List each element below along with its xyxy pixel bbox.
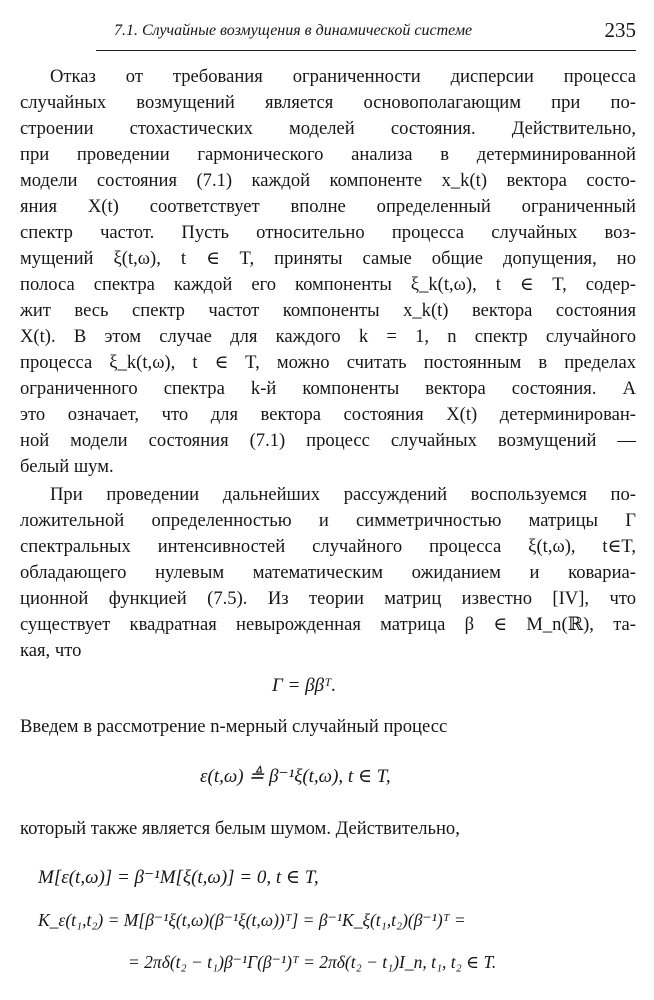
paragraph-4 <box>20 816 636 842</box>
text-line: При проведении дальнейших рассуждений воспользуемся по- <box>50 484 636 505</box>
text-line: это означает, что для вектора состояния X(t) детерминирован- <box>20 404 636 425</box>
text-line: ограниченного спектра k-й компоненты вектора состояния. А <box>20 378 636 399</box>
running-header <box>96 16 636 51</box>
text-line: существует квадратная невырожденная матрица β ∈ M_n(ℝ), та- <box>20 614 636 635</box>
text-line: ной модели состояния (7.1) процесс случайных возмущений — <box>20 430 636 451</box>
text-line: спектральных интенсивностей случайного процесса ξ(t,ω), t∈T, <box>20 536 636 557</box>
paragraph-2 <box>20 482 636 664</box>
formula-gamma: Γ = ββᵀ. <box>272 675 337 696</box>
text-line: строении стохастических моделей состояния. Действительно, <box>20 118 636 139</box>
formula-expectation: M[ε(t,ω)] = β⁻¹M[ξ(t,ω)] = 0, t ∈ T, <box>38 867 319 888</box>
text-line: который также является белым шумом. Действительно, <box>20 818 460 839</box>
text-line: кая, что <box>20 640 82 661</box>
text-line: спектр частот. Пусть относительно процесса случайных воз- <box>20 222 636 243</box>
text-line: жит весь спектр частот компоненты x_k(t) вектора состояния <box>20 300 636 321</box>
text-line: ложительной определенностью и симметричностью матрицы Γ <box>20 510 636 531</box>
text-line: модели состояния (7.1) каждой компоненте x_k(t) вектора состо- <box>20 170 636 191</box>
text-line: случайных возмущений является основополагающим при по- <box>20 92 636 113</box>
text-line: при проведении гармонического анализа в детерминированной <box>20 144 636 165</box>
page-number: 235 <box>604 18 636 42</box>
paragraph-3 <box>20 714 636 740</box>
text-line: Отказ от требования ограниченности дисперсии процесса <box>50 66 636 87</box>
text-line: процесса ξ_k(t,ω), t ∈ T, можно считать постоянным в пределах <box>20 352 636 373</box>
formula-covariance: K_ε(t₁,t₂) = M[β⁻¹ξ(t,ω)(β⁻¹ξ(t,ω))ᵀ] = β⁻¹K_ξ(t₁,t₂)(β⁻¹)ᵀ = <box>38 910 466 930</box>
text-line: Введем в рассмотрение n-мерный случайный процесс <box>20 716 448 737</box>
formula-covariance-result: = 2πδ(t₂ − t₁)β⁻¹Γ(β⁻¹)ᵀ = 2πδ(t₂ − t₁)I_n, t₁, t₂ ∈ T. <box>128 952 497 972</box>
text-line: белый шум. <box>20 456 114 477</box>
text-line: ционной функцией (7.5). Из теории матриц известно [IV], что <box>20 588 636 609</box>
formula-epsilon-definition: ε(t,ω) ≜ β⁻¹ξ(t,ω), t ∈ T, <box>200 766 391 787</box>
text-line: полоса спектра каждой его компоненты ξ_k(t,ω), t ∈ T, содер- <box>20 274 636 295</box>
text-line: обладающего нулевым математическим ожиданием и ковариа- <box>20 562 636 583</box>
chapter-section-title: 7.1. Случайные возмущения в динамической системе <box>114 22 473 39</box>
paragraph-1 <box>20 64 636 480</box>
text-line: X(t). В этом случае для каждого k = 1, n спектр случайного <box>20 326 636 347</box>
text-line: мущений ξ(t,ω), t ∈ T, приняты самые общие допущения, но <box>20 248 636 269</box>
text-line: яния X(t) соответствует вполне определенный ограниченный <box>20 196 636 217</box>
